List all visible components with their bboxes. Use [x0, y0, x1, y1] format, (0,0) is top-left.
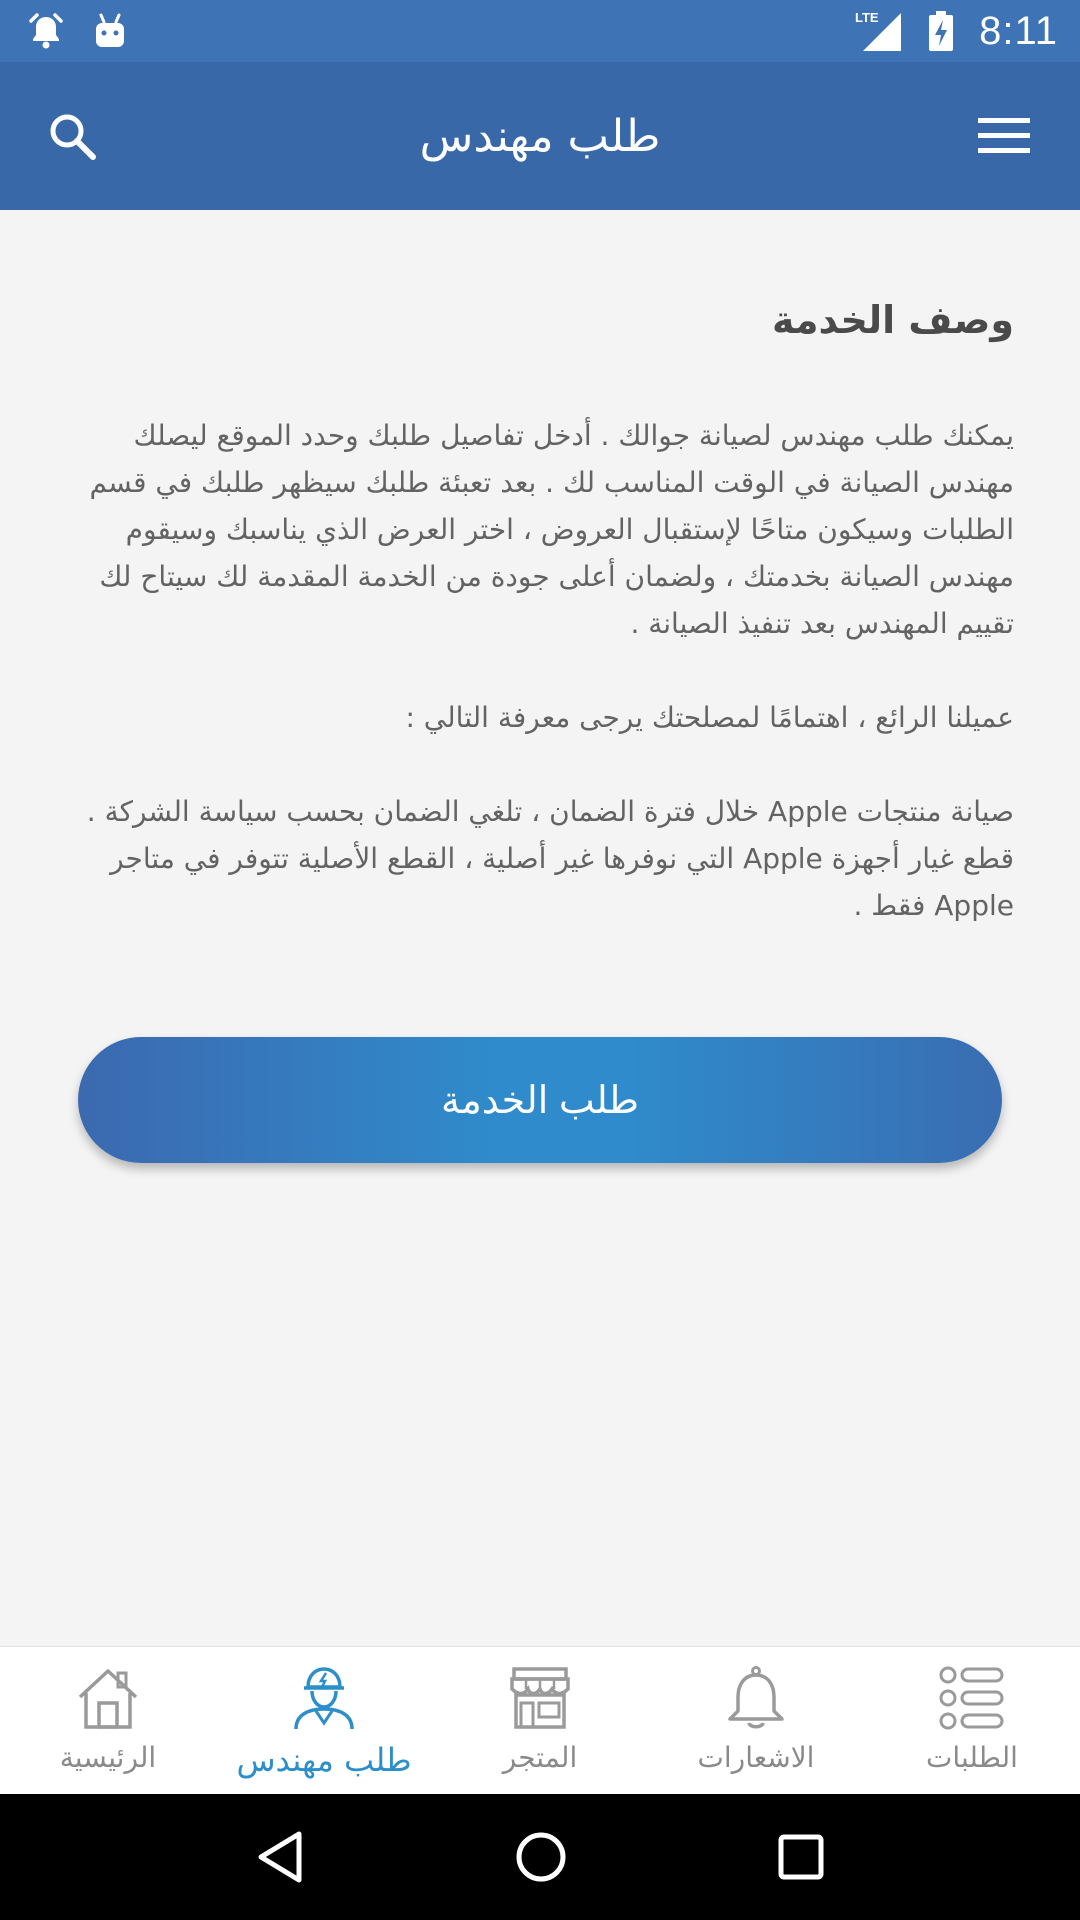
nav-label-home: الرئيسية: [59, 1741, 157, 1774]
search-button[interactable]: [40, 104, 104, 168]
status-time: 8:11: [979, 8, 1058, 53]
menu-icon: [978, 116, 1030, 156]
apple-notice: صيانة منتجات Apple خلال فترة الضمان ، تلغي الضمان بحسب سياسة الشركة . قطع غيار أجهزة Apple التي نوفرها غير أصلية ، القطع الأصلية تتوفر في متاجر Apple فقط .: [86, 795, 1014, 922]
section-title: وصف الخدمة: [771, 298, 1014, 342]
search-icon: [46, 110, 98, 162]
engineer-icon: [290, 1665, 358, 1731]
nav-item-orders[interactable]: [864, 1647, 1080, 1794]
nav-label-store: المتجر: [502, 1741, 578, 1774]
nav-item-request-engineer[interactable]: [216, 1647, 432, 1794]
nav-label-orders: الطلبات: [926, 1741, 1018, 1774]
main-content: [0, 210, 1080, 1646]
nav-item-home[interactable]: [0, 1647, 216, 1794]
home-icon: [74, 1665, 142, 1731]
page-title: طلب مهندس: [419, 110, 661, 162]
app-bar: [0, 62, 1080, 210]
system-nav-bar: [0, 1794, 1080, 1920]
lte-signal-icon: [855, 9, 903, 53]
alarm-icon: [26, 11, 66, 51]
cta-container: [78, 1037, 1002, 1163]
nav-item-notifications[interactable]: [648, 1647, 864, 1794]
status-right: [855, 9, 1058, 54]
back-icon[interactable]: [255, 1830, 305, 1884]
android-icon: [90, 11, 130, 51]
nav-label-notifications: الاشعارات: [697, 1741, 815, 1774]
request-service-button[interactable]: طلب الخدمة: [78, 1037, 1002, 1163]
home-circle-icon[interactable]: [514, 1830, 568, 1884]
list-icon: [938, 1665, 1006, 1731]
store-icon: [506, 1665, 574, 1731]
status-left: [26, 11, 130, 51]
nav-label-request-engineer: طلب مهندس: [236, 1741, 412, 1779]
status-bar: [0, 0, 1080, 62]
svg-text:LTE: LTE: [855, 10, 879, 25]
menu-button[interactable]: [972, 104, 1036, 168]
service-description: يمكنك طلب مهندس لصيانة جوالك . أدخل تفاصيل طلبك وحدد الموقع ليصلك مهندس الصيانة في الوقت المناسب لك . بعد تعبئة طلبك سيظهر طلبك في قسم الطلبات وسيكون متاحًا لإستقبال العروض ، اختر العرض الذي يناسبك وسيقوم مهندس الصيانة بخدمتك ، ولضمان أعلى جودة من الخدمة المقدمة لك سيتاح لك تقييم المهندس بعد تنفيذ الصيانة .: [89, 419, 1014, 640]
notice-intro: عميلنا الرائع ، اهتمامًا لمصلحتك يرجى معرفة التالي :: [405, 701, 1014, 734]
bottom-nav: [0, 1646, 1080, 1794]
recents-icon[interactable]: [777, 1833, 825, 1881]
bell-icon: [722, 1665, 790, 1731]
nav-item-store[interactable]: [432, 1647, 648, 1794]
battery-charging-icon: [927, 9, 955, 53]
